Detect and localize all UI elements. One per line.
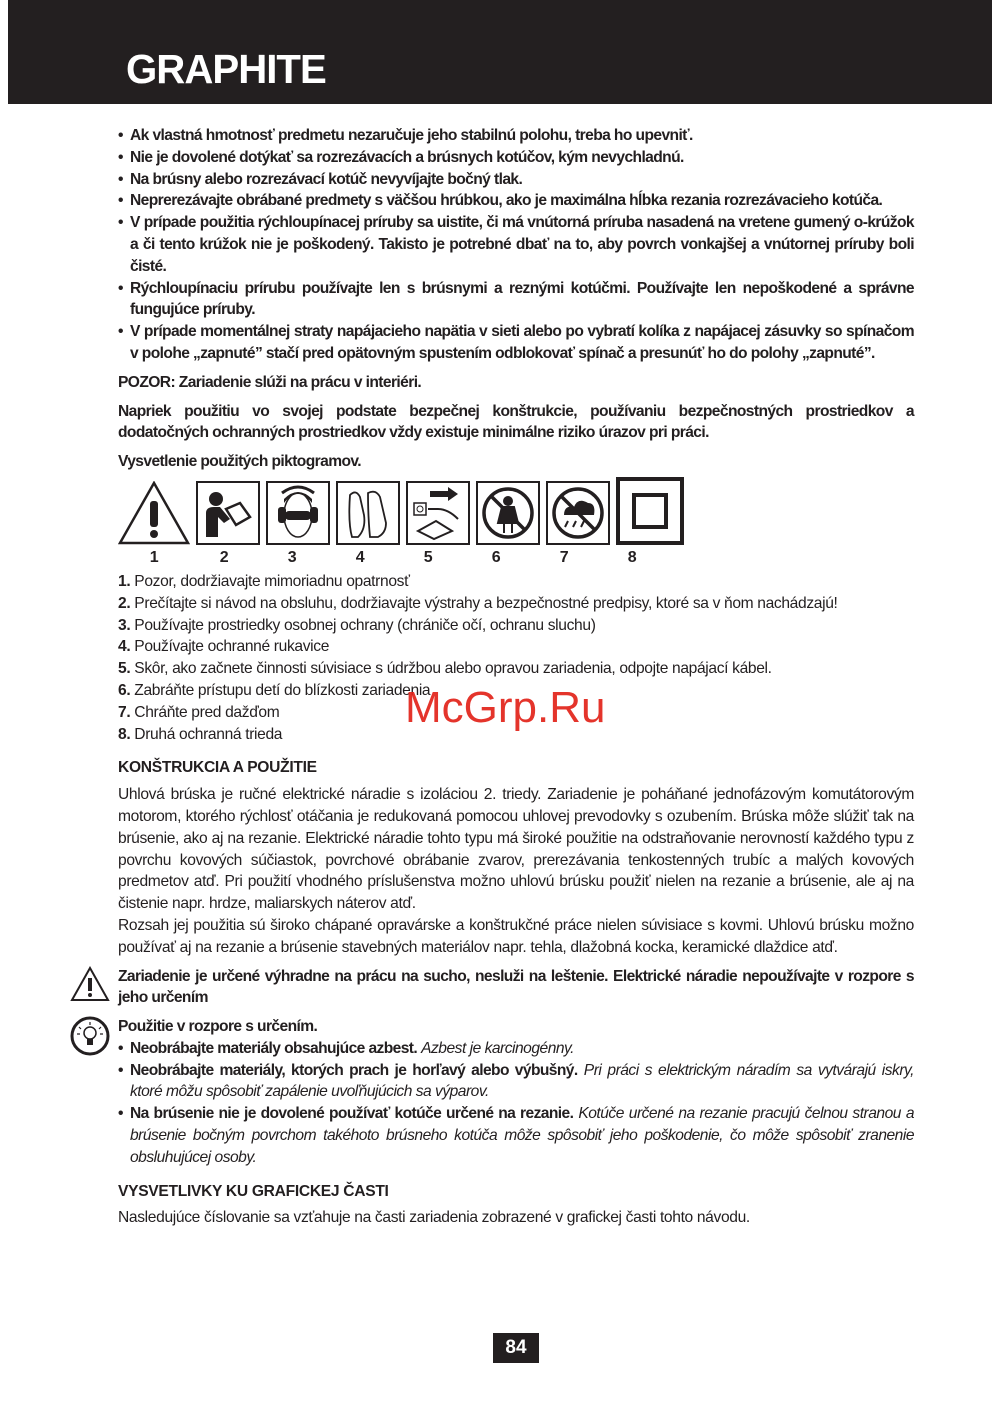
section-heading: VYSVETLIVKY KU GRAFICKEJ ČASTI xyxy=(118,1182,389,1200)
pictogram-numbers xyxy=(118,545,914,571)
misuse-italic: Azbest je karcinogénny. xyxy=(421,1039,575,1057)
pictogram-number: 4 xyxy=(355,549,365,567)
graphite-logo: GRAPHITE xyxy=(126,46,326,92)
legend-text: Prečítajte si návod na obsluhu, dodržiavajte výstrahy a bezpečnostné predpisy, ktoré sa v ňom nachádzajú! xyxy=(134,594,838,612)
watermark: McGrp.Ru xyxy=(405,683,606,732)
read-manual-icon xyxy=(196,481,260,545)
misuse-bold: Neobrábajte materiály, ktorých prach je horľavý alebo výbušný. xyxy=(130,1061,578,1079)
legend-number: 1. xyxy=(118,572,131,590)
legend-text: Druhá ochranná trieda xyxy=(134,725,283,743)
misuse-bold: Na brúsenie nie je dovolené používať kotúče určené na rezanie. xyxy=(130,1105,574,1123)
misuse-italic: Kotúče určené na rezanie pracujú čelnou stranou a brúsenie bočným povrchom takéhoto brúsneho kotúča môže spôsobiť jeho poškodenie, čo môže spôsobiť zranenie obsluhujúcej osoby. xyxy=(130,1105,914,1166)
warning-text: Zariadenie je určené výhradne na prácu na sucho, nesluži na leštenie. Elektrické náradie nepoužívajte v rozpore s jeho určením xyxy=(118,967,914,1007)
list-item: • V prípade použitia rýchloupínacej príruby sa uistite, či má vnútorná príruba nasadená na vretene gumený o-krúžok a či tento krúžok nie je poškodený. Takisto je potrebné dbať na to, aby povrch vonkajšej a vnútornej príruby boli čisté. xyxy=(118,212,914,277)
protect-from-rain-icon xyxy=(546,481,610,545)
section-heading: KONŠTRUKCIA A POUŽITIE xyxy=(118,759,317,777)
legend-number: 6. xyxy=(118,681,131,699)
legend-text: Používajte prostriedky osobnej ochrany (chrániče očí, ochranu sluchu) xyxy=(134,616,596,634)
pictogram-number: 6 xyxy=(491,549,501,567)
legend-number: 4. xyxy=(118,638,131,656)
pictogram-number: 5 xyxy=(423,549,433,567)
legend-number: 2. xyxy=(118,594,131,612)
class-ii-insulation-icon xyxy=(616,477,684,545)
legend-item xyxy=(118,571,914,593)
legend-number: 3. xyxy=(118,616,131,634)
legend-text: Skôr, ako začnete činnosti súvisiace s údržbou alebo opravou zariadenia, odpojte napájací kábel. xyxy=(134,660,772,678)
risk-note: Napriek použitiu vo svojej podstate bezpečnej konštrukcie, používaniu bezpečnostných prostriedkov a dodatočných ochranných prostriedkov vždy existuje minimálne riziko úrazov pri práci. xyxy=(118,402,914,442)
legend-item xyxy=(118,615,914,637)
warning-block xyxy=(118,966,914,1010)
safety-bullets xyxy=(118,125,914,365)
legend-number: 7. xyxy=(118,703,131,721)
header-bar xyxy=(8,0,992,104)
list-item: • Neprerezávajte obrábané predmety s väčšou hrúbkou, ako je maximálna hĺbka rezania rozrezávacieho kotúča. xyxy=(118,190,914,212)
unplug-before-maintenance-icon xyxy=(406,481,470,545)
legend-number: 8. xyxy=(118,725,131,743)
list-item xyxy=(118,1060,914,1104)
paragraph: Rozsah jej použitia sú široko chápané opravárske a konštrukčné práce nielen súvisiace s kovmi. Uhlovú brúsku možno používať aj na rezanie a brúsenie stavebných materiálov napr. tehla, dlažobná kocka, keramické dlaždice atď. xyxy=(118,916,914,956)
list-item: • V prípade momentálnej straty napájacieho napätia v sieti alebo po vybratí kolíka z napájacej zásuvky so spínačom v polohe „zapnuté” stačí pred opätovným spustením odblokovať spínač a presunúť ho do polohy „zapnuté”. xyxy=(118,321,914,365)
pictogram-number: 8 xyxy=(627,549,637,567)
list-item: • Nie je dovolené dotýkať sa rozrezávacích a brúsnych kotúčov, kým nevychladnú. xyxy=(118,147,914,169)
legend-text: Pozor, dodržiavajte mimoriadnu opatrnosť xyxy=(134,572,410,590)
list-item: • Na brúsny alebo rozrezávací kotúč nevyvíjajte bočný tlak. xyxy=(118,169,914,191)
list-item: • Rýchloupínaciu prírubu používajte len s brúsnymi a reznými kotúčmi. Používajte len nepoškodené a správne fungujúce príruby. xyxy=(118,278,914,322)
misuse-title: Použitie v rozpore s určením. xyxy=(118,1018,318,1036)
gloves-icon xyxy=(336,481,400,545)
list-item xyxy=(118,1038,914,1060)
eye-ear-protection-icon xyxy=(266,481,330,545)
paragraph: Nasledujúce číslovanie sa vzťahuje na časti zariadenia zobrazené v grafickej časti tohto návodu. xyxy=(118,1209,750,1227)
legend-number: 5. xyxy=(118,660,131,678)
legend-text: Zabráňte prístupu detí do blízkosti zariadenia xyxy=(134,681,431,699)
lightbulb-tip-icon xyxy=(70,1016,110,1056)
misuse-bold: Neobrábajte materiály obsahujúce azbest. xyxy=(130,1039,418,1057)
misuse-italic: Pri práci s elektrickým náradím sa vytvárajú iskry, ktoré môžu spôsobiť zapálenie uvoľňujúcich sa výparov. xyxy=(130,1061,914,1101)
page-content xyxy=(118,125,914,1229)
pictogram-number: 1 xyxy=(149,549,159,567)
list-item xyxy=(118,1103,914,1168)
misuse-block xyxy=(118,1016,914,1169)
list-item: • Ak vlastná hmotnosť predmetu nezaručuje jeho stabilnú polohu, treba ho upevniť. xyxy=(118,125,914,147)
warning-triangle-icon xyxy=(118,481,190,545)
pictogram-number: 7 xyxy=(559,549,569,567)
pictogram-title: Vysvetlenie použitých piktogramov. xyxy=(118,453,362,471)
legend-text: Chráňte pred dažďom xyxy=(134,703,280,721)
legend-item xyxy=(118,593,914,615)
legend-item xyxy=(118,658,914,680)
keep-children-away-icon xyxy=(476,481,540,545)
paragraph: Uhlová brúska je ručné elektrické náradie s izoláciou 2. triedy. Zariadenie je poháňané jednofázovým komutátorovým motorom, ktorého rýchlosť otáčania je redukovaná pomocou uhlovej prevodovky s ozubením. Brúska môže slúžiť tak na brúsenie, ako aj na rezanie. Elektrické náradie tohto typu má široké použitie na odstraňovanie nerovností každého typu z povrchu kovových súčiastok, povrchové obrábanie zvarov, prerezávania tenkostenných trubíc a malých kovových predmetov atď. Pri použití vhodného príslušenstva možno uhlovú brúsku použiť nielen na rezanie a brúsenie, ale aj na čistenie napr. hrdze, maliarskych náterov atď. xyxy=(118,786,914,913)
pictogram-number: 2 xyxy=(219,549,229,567)
warning-triangle-icon xyxy=(70,966,110,1002)
pictogram-row xyxy=(118,479,914,545)
pictogram-number: 3 xyxy=(287,549,297,567)
legend-text: Používajte ochranné rukavice xyxy=(134,638,330,656)
pozor-note: POZOR: Zariadenie slúži na prácu v interiéri. xyxy=(118,373,422,391)
page-number: 84 xyxy=(493,1333,539,1363)
legend-item xyxy=(118,636,914,658)
